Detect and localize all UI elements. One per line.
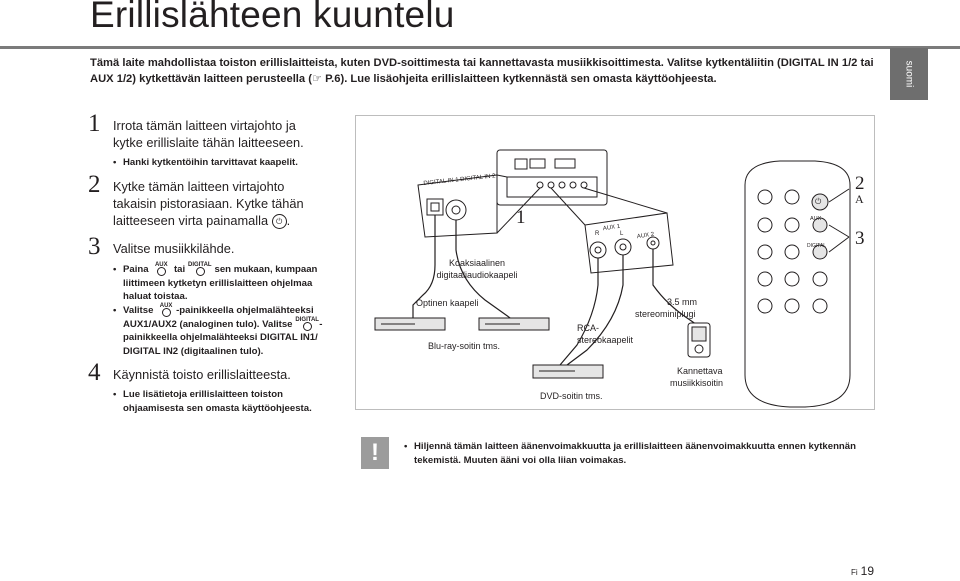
l-label: L xyxy=(620,231,624,237)
step-3-b2-line-3: painikkeella ohjelmalähteeksi DIGITAL IN1/ xyxy=(123,332,318,343)
callout-3: 3 xyxy=(855,228,865,249)
bluray-label: Blu-ray-soitin tms. xyxy=(428,341,501,351)
coax-port-outer xyxy=(446,200,466,220)
warning-line-1: Hiljennä tämän laitteen äänenvoimakkuutta ja erillislaitteen äänenvoimakkuutta ennen kytkennän xyxy=(414,441,856,452)
portable-screen xyxy=(692,327,706,341)
callout-1: 1 xyxy=(516,207,526,228)
bullet-dot: • xyxy=(113,389,117,400)
callout-2: 2 xyxy=(855,173,865,194)
intro-line-1: Tämä laite mahdollistaa toiston erillislaitteista, kuten DVD-soittimesta tai kannettavasta musiikkisoittimesta. Valitse kytkentäliitin (DIGITAL IN 1/2 tai xyxy=(90,57,874,69)
step-1-line-2: kytke erillislaite tähän laitteeseen. xyxy=(113,135,304,150)
rca-cable-r xyxy=(560,258,598,365)
digital-button-label: DIGITAL xyxy=(295,316,319,323)
minijack-label-1: 3.5 mm xyxy=(667,297,698,307)
step-2-number: 2 xyxy=(88,171,101,198)
aux1-r-jack xyxy=(590,242,606,258)
digital-button-icon xyxy=(295,318,319,330)
reference-icon: ☞ xyxy=(311,72,323,85)
warning-text xyxy=(404,440,864,467)
step-3-b1-text-b: tai xyxy=(173,264,186,275)
portable-player xyxy=(688,323,710,357)
page-number-value: 19 xyxy=(860,564,875,578)
aux-button-label: AUX xyxy=(154,262,168,269)
language-tab-label: suomi xyxy=(903,60,915,88)
main-unit-jack-3 xyxy=(548,182,554,188)
step-4-bullet-line-2: ohjaamisesta sen omasta käyttöohjeesta. xyxy=(123,402,312,414)
button-circle xyxy=(162,308,171,317)
main-unit-jack-1 xyxy=(515,159,527,169)
main-unit-jack-4 xyxy=(559,182,565,188)
page-number xyxy=(851,564,874,578)
main-unit-jack-5 xyxy=(570,182,576,188)
rca-label-1: RCA- xyxy=(577,323,599,333)
main-unit-rear xyxy=(497,150,607,205)
coax-label-1: Koaksiaalinen xyxy=(448,258,506,268)
step-3-b2-text-a: Valitse xyxy=(123,305,154,316)
bullet-dot: • xyxy=(113,305,117,316)
main-unit-jack-6 xyxy=(581,182,587,188)
remote-aux-label: AUX xyxy=(810,216,822,222)
step-1-line-1: Irrota tämän laitteen virtajohto ja xyxy=(113,118,296,133)
button-circle xyxy=(196,267,205,276)
remote-power-icon: ⏻ xyxy=(815,197,822,206)
intro-paragraph xyxy=(90,56,890,87)
aux-link-line-1 xyxy=(551,188,585,225)
aux-button-icon xyxy=(151,263,171,275)
bluray-player xyxy=(375,318,549,330)
remote-digital-label: DIGITAL xyxy=(807,243,827,249)
step-3-number: 3 xyxy=(88,233,101,260)
step-1-bullet-text: Hanki kytkentöihin tarvittavat kaapelit. xyxy=(123,157,298,168)
title-rule xyxy=(0,46,960,49)
digital-button-label: DIGITAL xyxy=(188,262,212,269)
step-2-line-3: laitteeseen virta painamalla xyxy=(113,213,269,228)
portable-label-1: Kannettava xyxy=(677,366,723,376)
step-2-text xyxy=(113,178,304,229)
digital-button-icon xyxy=(188,263,212,275)
step-3-b2-line-2a: AUX1/AUX2 (analoginen tulo). Valitse xyxy=(123,318,293,330)
optical-cable-label: Optinen kaapeli xyxy=(416,298,479,308)
bullet-dot: • xyxy=(404,441,408,452)
aux-link-line-2 xyxy=(584,188,667,213)
aux-button-label: AUX xyxy=(159,303,173,310)
warning-icon xyxy=(361,437,389,469)
connection-diagram xyxy=(355,115,875,410)
step-1-text xyxy=(113,117,304,151)
r-label: R xyxy=(595,231,600,237)
step-2-line-1: Kytke tämän laitteen virtajohto xyxy=(113,179,285,194)
step-4-number: 4 xyxy=(88,359,101,386)
button-circle xyxy=(157,267,166,276)
panel-link-line-1 xyxy=(497,175,507,177)
step-3-b1-line-3: haluat toistaa. xyxy=(123,291,188,302)
step-1-bullet xyxy=(113,156,298,170)
step-1-number: 1 xyxy=(88,110,101,137)
button-circle xyxy=(303,322,312,331)
rca-label-2: stereokaapelit xyxy=(577,335,634,345)
step-3-b2-line-2b: - xyxy=(319,318,323,330)
main-unit-jack-7 xyxy=(530,159,545,168)
step-3-bullet-2 xyxy=(113,304,343,358)
aux2-label: AUX 2 xyxy=(636,231,655,241)
dvd-player xyxy=(533,365,603,378)
step-3-b2-line-4: DIGITAL IN2 (digitaalinen tulo). xyxy=(123,345,264,357)
bullet-dot: • xyxy=(113,264,117,275)
aux-button-icon xyxy=(156,304,176,316)
step-3-text: Valitse musiikkilähde. xyxy=(113,241,235,256)
coax-label-2: digitaaliaudiokaapeli xyxy=(436,270,518,280)
minijack-label-2: stereominiplugi xyxy=(635,309,696,319)
step-4-bullet xyxy=(113,388,312,415)
warning-icon-glyph: ! xyxy=(371,439,379,466)
intro-line-2b: P.6). Lue lisäohjeita erillislaitteen kytkennästä sen omasta käyttöohjeesta. xyxy=(322,72,717,85)
step-3-b1-text-a: Paina xyxy=(123,264,149,275)
bullet-dot: • xyxy=(113,157,117,168)
intro-line-2a: AUX 1/2) kytkettävän laitteen perusteella ( xyxy=(90,72,312,85)
step-3-bullet-1 xyxy=(113,263,333,304)
callout-a: A xyxy=(855,192,864,206)
portable-label-2: musiikkisoitin xyxy=(670,378,724,388)
page-title: Erillislähteen kuuntelu xyxy=(90,0,455,35)
step-2-period: . xyxy=(286,213,291,228)
power-button-icon: ⏻ xyxy=(272,214,287,229)
optical-port xyxy=(427,199,443,215)
step-4-bullet-line-1: Lue lisätietoja erillislaitteen toiston xyxy=(123,389,283,400)
main-unit-panel xyxy=(507,177,597,197)
aux1-label: AUX 1 xyxy=(602,223,621,233)
step-4-text: Käynnistä toisto erillislaitteesta. xyxy=(113,367,291,382)
main-unit-jack-2 xyxy=(537,182,543,188)
language-tab xyxy=(890,48,928,100)
page-number-prefix: Fi xyxy=(851,568,858,577)
main-unit-jack-8 xyxy=(555,159,575,168)
step-3-b1-text-c: sen mukaan, kumpaan xyxy=(214,264,318,275)
aux1-l-jack xyxy=(615,239,631,255)
step-3-b2-text-b: -painikkeella ohjelmalähteeksi xyxy=(176,305,314,316)
remote-control xyxy=(745,161,850,407)
step-3-b1-line-2: liittimeen kytketyn erillislaitteen ohjelmaa xyxy=(123,277,313,289)
dvd-label: DVD-soitin tms. xyxy=(540,391,603,401)
digital-in-label: DIGITAL IN 1 DIGITAL IN 2 xyxy=(423,173,496,187)
step-2-line-2: takaisin pistorasiaan. Kytke tähän xyxy=(113,196,304,211)
warning-line-2: tekemistä. Muuten ääni voi olla liian voimakas. xyxy=(414,454,627,466)
